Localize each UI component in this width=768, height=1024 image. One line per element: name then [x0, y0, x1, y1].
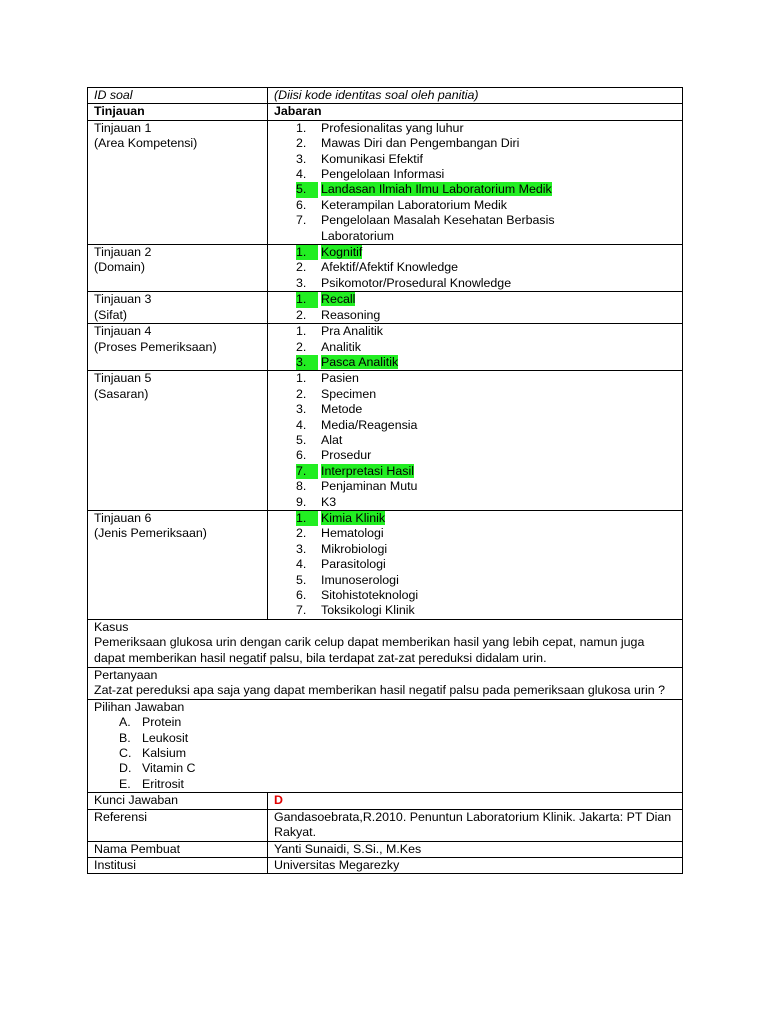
tinjauan-title-cell [88, 292, 268, 324]
tinjauan-subtitle: (Area Kompetensi) [94, 136, 198, 151]
answer-option [94, 715, 676, 730]
tinjauan-items-cell [268, 324, 683, 371]
jabaran-item [274, 464, 676, 479]
tinjauan-items-cell [268, 371, 683, 511]
jabaran-item-text: Psikomotor/Prosedural Knowledge [321, 275, 512, 290]
jabaran-item-text: Alat [321, 432, 343, 447]
id-soal-label: ID soal [88, 88, 268, 104]
jabaran-item-number: 1. [296, 511, 318, 526]
jabaran-list [274, 245, 676, 291]
jabaran-item-number: 5. [296, 572, 307, 587]
jabaran-item [274, 182, 676, 197]
tinjauan-subtitle: (Sifat) [94, 307, 128, 322]
jabaran-item-text: Penjaminan Mutu [321, 479, 418, 494]
jabaran-item [274, 324, 676, 339]
answer-option [94, 777, 676, 792]
jabaran-item-number: 2. [296, 260, 307, 275]
answer-option [94, 761, 676, 776]
jabaran-item-number: 2. [296, 386, 307, 401]
jabaran-item-number: 8. [296, 479, 307, 494]
institusi-value: Universitas Megarezky [268, 857, 683, 873]
jabaran-item-number: 2. [296, 339, 307, 354]
header-tinjauan: Tinjauan [88, 104, 268, 120]
jabaran-item-number: 5. [296, 432, 307, 447]
tinjauan-subtitle: (Proses Pemeriksaan) [94, 339, 217, 354]
tinjauan-subtitle: (Domain) [94, 260, 145, 275]
jabaran-item-number: 3. [296, 151, 307, 166]
jabaran-item-text: Kognitif [321, 245, 363, 260]
jabaran-item [274, 542, 676, 557]
answer-option-letter: D. [119, 761, 132, 776]
id-soal-value: (Diisi kode identitas soal oleh panitia) [268, 88, 683, 104]
answer-option-letter: B. [119, 730, 131, 745]
jabaran-list [274, 371, 676, 510]
tinjauan-items-cell [268, 120, 683, 244]
pilihan-list [94, 715, 676, 792]
jabaran-item-number: 5. [296, 182, 318, 197]
tinjauan-row [88, 510, 683, 619]
id-soal-row [88, 88, 683, 104]
jabaran-item-text: Afektif/Afektif Knowledge [321, 260, 459, 275]
jabaran-item-number: 4. [296, 167, 307, 182]
kasus-text: Pemeriksaan glukosa urin dengan carik celup dapat memberikan hasil yang lebih cepat, namun juga dapat memberikan hasil negatif palsu, bila terdapat zat-zat pereduksi didalam urin. [94, 635, 645, 665]
jabaran-item-text: Profesionalitas yang luhur [321, 120, 464, 135]
jabaran-item-number: 2. [296, 307, 307, 322]
tinjauan-items-cell [268, 510, 683, 619]
jabaran-item [274, 198, 676, 213]
tinjauan-title-cell [88, 120, 268, 244]
answer-option-letter: A. [119, 715, 131, 730]
jabaran-item-text: K3 [321, 494, 337, 509]
jabaran-item-number: 3. [296, 275, 307, 290]
pilihan-row [88, 699, 683, 792]
tinjauan-title-cell [88, 510, 268, 619]
jabaran-item-number: 6. [296, 197, 307, 212]
header-row [88, 104, 683, 120]
jabaran-item-number: 2. [296, 526, 307, 541]
jabaran-item-number: 9. [296, 494, 307, 509]
tinjauan-title-cell [88, 324, 268, 371]
jabaran-item-number: 1. [296, 120, 307, 135]
pilihan-cell [88, 699, 683, 792]
jabaran-item [274, 511, 676, 526]
jabaran-item [274, 355, 676, 370]
kasus-row [88, 619, 683, 667]
jabaran-item-text: Pengelolaan Masalah Kesehatan Berbasis Laboratorium [321, 213, 555, 243]
jabaran-item-text: Kimia Klinik [321, 510, 386, 525]
answer-option-text: Eritrosit [142, 776, 184, 791]
answer-option-text: Kalsium [142, 746, 187, 761]
pembuat-label: Nama Pembuat [88, 841, 268, 857]
kunci-row [88, 793, 683, 809]
jabaran-item-number: 7. [296, 464, 318, 479]
jabaran-item [274, 121, 676, 136]
tinjauan-section [88, 120, 683, 619]
jabaran-item [274, 167, 676, 182]
answer-option-text: Protein [142, 715, 182, 730]
jabaran-item-number: 1. [296, 324, 307, 339]
institusi-label: Institusi [88, 857, 268, 873]
answer-option [94, 731, 676, 746]
jabaran-item-text: Recall [321, 292, 356, 307]
tinjauan-title: Tinjauan 5 [94, 371, 152, 386]
jabaran-item-text: Imunoserologi [321, 572, 399, 587]
jabaran-list [274, 511, 676, 619]
institusi-row [88, 857, 683, 873]
jabaran-item-text: Analitik [321, 339, 361, 354]
jabaran-list [274, 121, 676, 244]
jabaran-item [274, 308, 676, 323]
tinjauan-row [88, 120, 683, 244]
answer-option-text: Vitamin C [142, 761, 196, 776]
kunci-value: D [274, 793, 283, 808]
pilihan-label: Pilihan Jawaban [94, 699, 185, 714]
kasus-label: Kasus [94, 619, 129, 634]
tinjauan-title-cell [88, 371, 268, 511]
jabaran-item-text: Media/Reagensia [321, 417, 418, 432]
tinjauan-subtitle: (Jenis Pemeriksaan) [94, 526, 207, 541]
tinjauan-title: Tinjauan 3 [94, 292, 152, 307]
jabaran-item-number: 6. [296, 588, 307, 602]
referensi-label: Referensi [88, 809, 268, 841]
tinjauan-items-cell [268, 245, 683, 292]
jabaran-item-number: 7. [296, 603, 307, 618]
jabaran-item [274, 136, 676, 151]
jabaran-item [274, 573, 676, 588]
jabaran-item-number: 4. [296, 417, 307, 432]
jabaran-item [274, 433, 676, 448]
referensi-value: Gandasoebrata,R.2010. Penuntun Laboratorium Klinik. Jakarta: PT Dian Rakyat. [268, 809, 683, 841]
pertanyaan-row [88, 668, 683, 700]
tinjauan-title: Tinjauan 6 [94, 510, 152, 525]
jabaran-item [274, 418, 676, 433]
jabaran-item-text: Hematologi [321, 526, 384, 541]
jabaran-item [274, 588, 676, 603]
jabaran-item [274, 371, 676, 386]
jabaran-item [274, 245, 676, 260]
jabaran-item-text: Pasien [321, 371, 359, 386]
jabaran-item-text: Parasitologi [321, 557, 386, 572]
jabaran-item-number: 2. [296, 136, 307, 151]
pembuat-row [88, 841, 683, 857]
tinjauan-title: Tinjauan 1 [94, 120, 152, 135]
jabaran-item [274, 603, 676, 618]
jabaran-item-text: Prosedur [321, 448, 372, 463]
answer-option-letter: E. [119, 776, 131, 791]
referensi-row [88, 809, 683, 841]
header-jabaran: Jabaran [268, 104, 683, 120]
jabaran-item [274, 340, 676, 355]
jabaran-item-text: Pra Analitik [321, 324, 383, 339]
jabaran-item [274, 152, 676, 167]
jabaran-item [274, 292, 676, 307]
question-form-table [87, 87, 683, 874]
jabaran-item [274, 526, 676, 541]
jabaran-item [274, 213, 676, 244]
jabaran-item [274, 495, 676, 510]
jabaran-item-number: 1. [296, 292, 318, 307]
jabaran-item-text: Mawas Diri dan Pengembangan Diri [321, 136, 520, 151]
jabaran-item [274, 479, 676, 494]
jabaran-item-text: Pengelolaan Informasi [321, 167, 445, 182]
tinjauan-row [88, 371, 683, 511]
jabaran-item-text: Keterampilan Laboratorium Medik [321, 197, 507, 212]
jabaran-item-text: Landasan Ilmiah Ilmu Laboratorium Medik [321, 182, 552, 197]
jabaran-item-number: 4. [296, 557, 307, 572]
answer-option-letter: C. [119, 746, 132, 761]
pertanyaan-text: Zat-zat pereduksi apa saja yang dapat memberikan hasil negatif palsu pada pemeriksaan glukosa urin ? [94, 683, 665, 698]
jabaran-item [274, 260, 676, 275]
pertanyaan-label: Pertanyaan [94, 668, 158, 683]
jabaran-item-text: Pasca Analitik [321, 354, 399, 369]
jabaran-item-number: 3. [296, 355, 318, 370]
tinjauan-title: Tinjauan 4 [94, 324, 152, 339]
jabaran-item-text: Metode [321, 402, 363, 417]
jabaran-list [274, 324, 676, 370]
jabaran-item [274, 387, 676, 402]
jabaran-item-text: Mikrobiologi [321, 541, 388, 556]
jabaran-item-text: Sitohistoteknologi [321, 588, 419, 602]
jabaran-item-text: Specimen [321, 386, 377, 401]
tinjauan-items-cell [268, 292, 683, 324]
kasus-cell [88, 619, 683, 667]
jabaran-item-number: 1. [296, 245, 318, 260]
jabaran-item-number: 3. [296, 402, 307, 417]
jabaran-item-text: Komunikasi Efektif [321, 151, 423, 166]
answer-option [94, 746, 676, 761]
jabaran-item-number: 1. [296, 371, 307, 386]
jabaran-item-number: 6. [296, 448, 307, 463]
pembuat-value: Yanti Sunaidi, S.Si., M.Kes [268, 841, 683, 857]
jabaran-item-number: 7. [296, 213, 307, 228]
jabaran-item-text: Toksikologi Klinik [321, 603, 415, 618]
jabaran-list [274, 292, 676, 323]
jabaran-item [274, 448, 676, 463]
jabaran-item-number: 3. [296, 541, 307, 556]
tinjauan-title-cell [88, 245, 268, 292]
pertanyaan-cell [88, 668, 683, 700]
jabaran-item-text: Interpretasi Hasil [321, 463, 414, 478]
jabaran-item [274, 402, 676, 417]
tinjauan-row [88, 292, 683, 324]
kunci-label: Kunci Jawaban [88, 793, 268, 809]
tinjauan-title: Tinjauan 2 [94, 245, 152, 260]
tinjauan-subtitle: (Sasaran) [94, 386, 149, 401]
jabaran-item [274, 276, 676, 291]
tinjauan-row [88, 245, 683, 292]
answer-option-text: Leukosit [142, 730, 189, 745]
tinjauan-row [88, 324, 683, 371]
jabaran-item [274, 557, 676, 572]
jabaran-item-text: Reasoning [321, 307, 381, 322]
